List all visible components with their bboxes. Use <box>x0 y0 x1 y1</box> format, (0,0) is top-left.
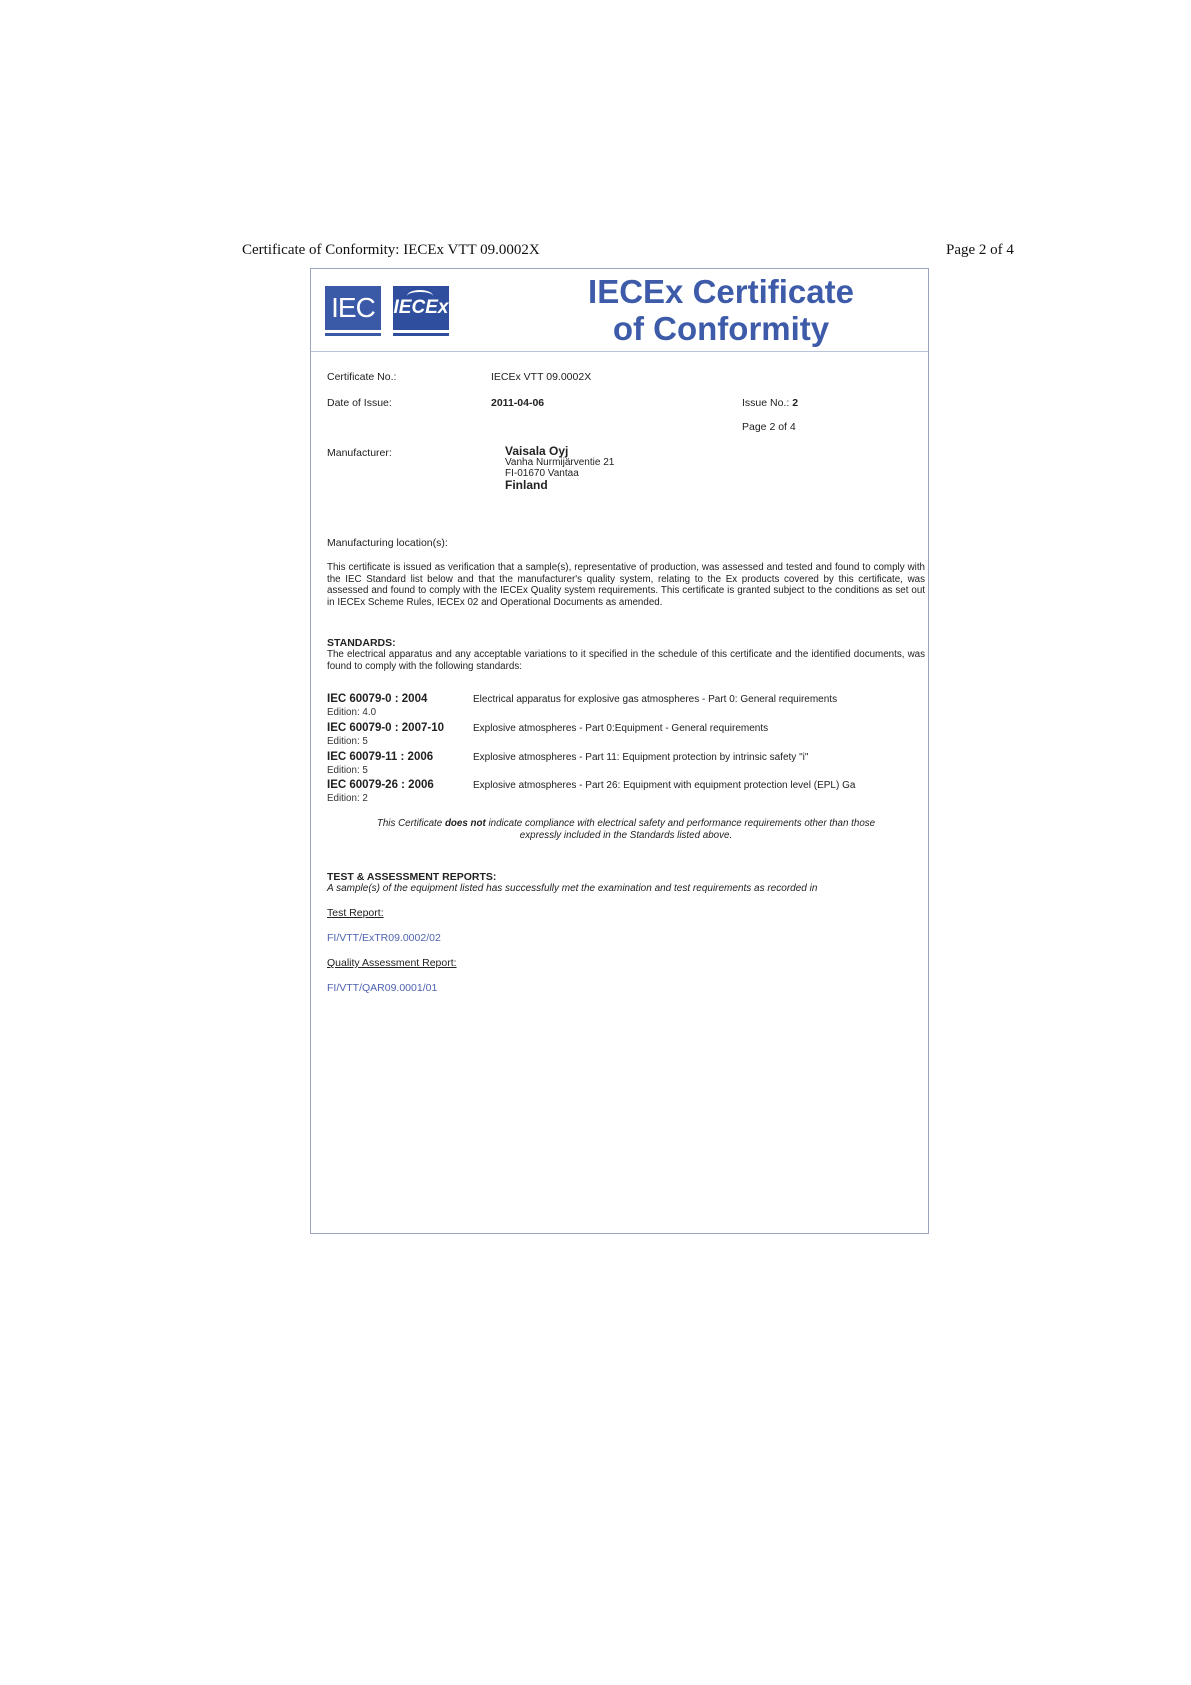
manufacturer-address-2: FI-01670 Vantaa <box>505 468 579 479</box>
running-header-title: Certificate of Conformity: IECEx VTT 09.0002X <box>242 242 540 258</box>
standards-intro: The electrical apparatus and any acceptable variations to it specified in the schedule of this certificate and the identified documents, was found to comply with the following standards: <box>327 649 925 672</box>
issue-no <box>742 397 798 409</box>
iec-logo: IEC <box>325 286 381 330</box>
standard-description: Explosive atmospheres - Part 0:Equipment - General requirements <box>473 723 769 734</box>
page-indicator: Page 2 of 4 <box>742 421 796 433</box>
certificate-title <box>511 273 931 347</box>
issue-no-label: Issue No.: <box>742 397 790 409</box>
manufacturer-label: Manufacturer: <box>327 447 392 459</box>
note-emphasis: does not <box>444 818 486 829</box>
header-divider <box>311 351 928 352</box>
standard-edition: Edition: 2 <box>327 793 368 804</box>
reports-heading: TEST & ASSESSMENT REPORTS: <box>327 871 497 883</box>
standard-description: Explosive atmospheres - Part 11: Equipment protection by intrinsic safety "i" <box>473 752 809 763</box>
manufacturer-country: Finland <box>505 478 548 492</box>
standard-description: Electrical apparatus for explosive gas atmospheres - Part 0: General requirements <box>473 694 838 705</box>
test-report-ref: FI/VTT/ExTR09.0002/02 <box>327 932 441 944</box>
standards-heading: STANDARDS: <box>327 637 396 649</box>
certificate-no-label: Certificate No.: <box>327 371 397 383</box>
qa-report-ref: FI/VTT/QAR09.0001/01 <box>327 982 438 994</box>
title-line-1: IECEx Certificate <box>588 273 854 310</box>
manufacturer-name: Vaisala Oyj <box>505 444 569 458</box>
certificate-statement: This certificate is issued as verification that a sample(s), representative of production, was assessed and tested and found to comply with the IEC Standard list below and that the manufacturer's quality system, relating to the Ex products covered by this certificate, was assessed and found to comply with the IECEx Quality system requirements. This certificate is granted subject to the conditions as set out in IECEx Scheme Rules, IECEx 02 and Operational Documents as amended. <box>327 562 925 608</box>
date-of-issue-label: Date of Issue: <box>327 397 392 409</box>
reports-intro: A sample(s) of the equipment listed has successfully met the examination and test requirements as recorded in <box>327 883 818 894</box>
manufacturer-address-1: Vanha Nurmijärventie 21 <box>505 457 615 468</box>
iecex-logo: IECEx <box>393 286 449 330</box>
standard-edition: Edition: 5 <box>327 765 368 776</box>
date-of-issue-value: 2011-04-06 <box>491 397 545 409</box>
running-header-page: Page 2 of 4 <box>946 242 1014 258</box>
title-line-2: of Conformity <box>612 310 830 347</box>
standard-code: IEC 60079-0 : 2004 <box>327 693 428 705</box>
certificate-frame <box>310 268 929 1234</box>
standard-edition: Edition: 5 <box>327 736 368 747</box>
standard-description: Explosive atmospheres - Part 26: Equipment with equipment protection level (EPL) Ga <box>473 780 856 791</box>
issue-no-value: 2 <box>792 397 799 409</box>
test-report-label: Test Report: <box>327 907 384 919</box>
qa-report-label: Quality Assessment Report: <box>327 957 457 969</box>
standard-code: IEC 60079-0 : 2007-10 <box>327 722 444 734</box>
standard-code: IEC 60079-26 : 2006 <box>327 779 434 791</box>
compliance-note: This Certificate does not indicate compliance with electrical safety and performance requirements other than those expressly included in the Standards listed above. <box>376 818 876 841</box>
standard-code: IEC 60079-11 : 2006 <box>327 751 434 763</box>
manufacturing-location-label: Manufacturing location(s): <box>327 537 448 549</box>
certificate-no-value: IECEx VTT 09.0002X <box>491 371 592 383</box>
standard-edition: Edition: 4.0 <box>327 707 377 718</box>
